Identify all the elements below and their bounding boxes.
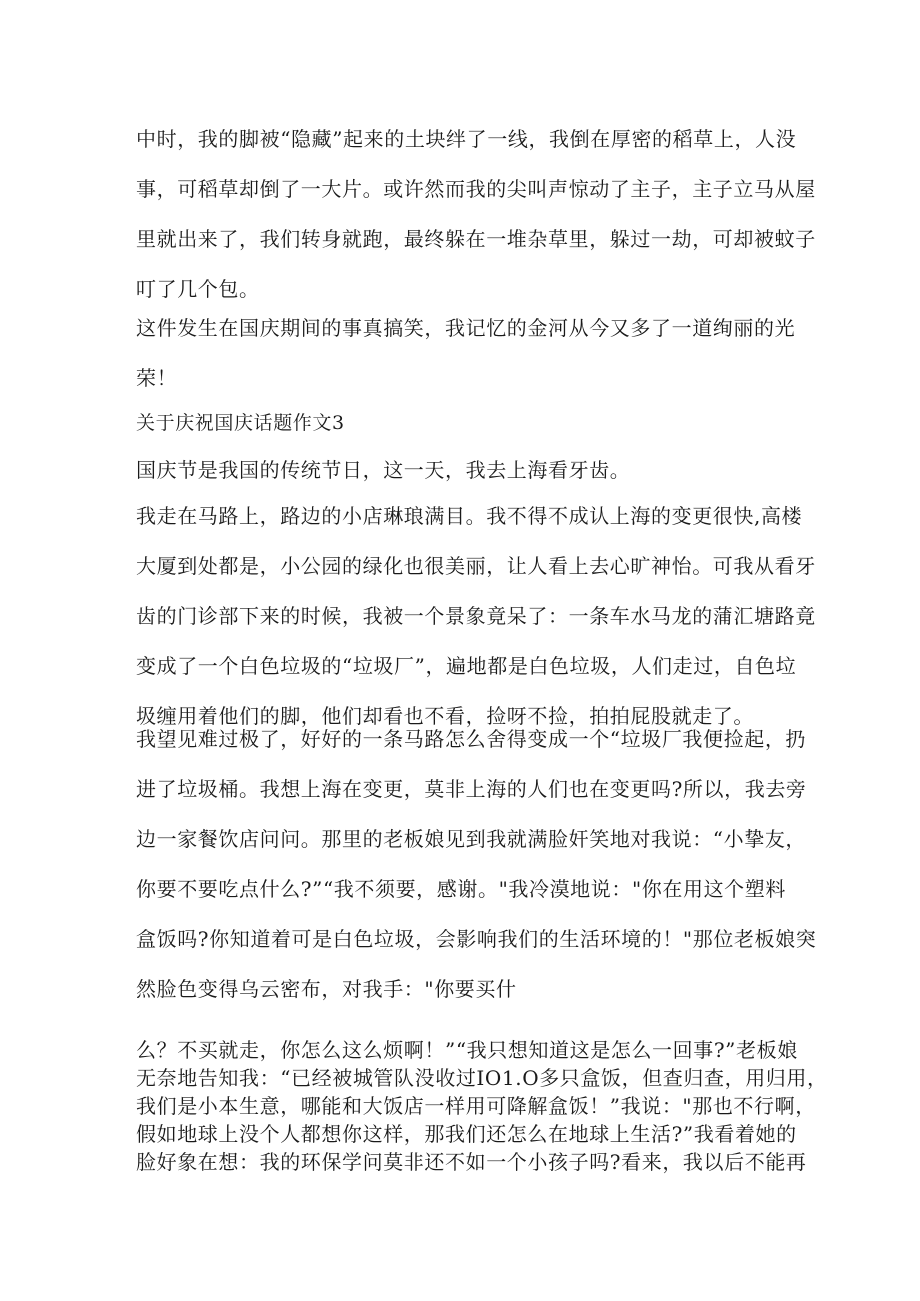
paragraph-restaurant-dialogue	[136, 714, 817, 1014]
text-line: 脸好象在想：我的环保学问莫非还不如一个小孩子吗?看来，我以后不能再	[136, 1150, 807, 1174]
essay-title: 关于庆祝国庆话题作文3	[136, 412, 345, 434]
text-line: 荣！	[136, 366, 178, 390]
text-line: 假如地球上没个人都想你这样，那我们还怎么在地球上生活?”我看着她的	[136, 1122, 797, 1146]
paragraph-memory-conclusion	[136, 303, 796, 403]
text-line: 我走在马路上，路边的小店琳琅满目。我不得不成认上海的变更很快,高楼	[136, 504, 803, 528]
essay-heading	[136, 403, 796, 443]
paragraph-continuation	[136, 1036, 828, 1176]
text-line: 变成了一个白色垃圾的“垃圾厂”，遍地都是白色垃圾，人们走过，自色垃	[136, 654, 797, 678]
text-line: 叮了几个包。	[136, 277, 260, 301]
text-line: 然脸色变得乌云密布，对我手："你要买什	[136, 977, 517, 1001]
text-line: 进了垃圾桶。我想上海在变更，莫非上海的人们也在变更吗?所以，我去旁	[136, 777, 807, 801]
text-line: 盒饭吗?你知道着可是白色垃圾，会影响我们的生活环境的！"那位老板娘突	[136, 927, 817, 951]
text-line: 齿的门诊部下来的时候，我被一个景象竟呆了：一条车水马龙的蒲汇塘路竟	[136, 604, 816, 628]
text-line: 边一家餐饮店问问。那里的老板娘见到我就满脸奸笑地对我说：“小挚友，	[136, 827, 807, 851]
text-line: 大厦到处都是，小公园的绿化也很美丽，让人看上去心旷神怡。可我从看牙	[136, 554, 816, 578]
text-line: 我们是小本生意，哪能和大饭店一样用可降解盒饭！”我说："那也不行啊，	[136, 1094, 816, 1118]
text-line: 我望见难过极了，好好的一条马路怎么舍得变成一个“垃圾厂我便捡起，扔	[136, 727, 807, 751]
text-line: 这件发生在国庆期间的事真搞笑，我记忆的金河从今又多了一道绚丽的光	[136, 316, 796, 340]
text-line: 么？不买就走，你怎么这么烦啊！”“我只想知道这是怎么一回事?”老板娘	[136, 1038, 798, 1062]
text-line: 事，可稻草却倒了一大片。或许然而我的尖叫声惊动了主子，主子立马从屋	[136, 177, 816, 201]
text-line: 中时，我的脚被“隐藏”起来的土块绊了一线，我倒在厚密的稻草上，人没	[136, 127, 797, 151]
text-line: 国庆节是我国的传统节日，这一天，我去上海看牙齿。	[136, 458, 631, 482]
text-line: 无奈地告知我：“已经被城管队没收过IO1.O多只盒饭，但查归查，用归用，	[136, 1066, 828, 1090]
text-line: 里就出来了，我们转身就跑，最终躲在一堆杂草里，躲过一劫，可却被蚊子	[136, 227, 816, 251]
text-line: 圾缠用着他们的脚，他们却看也不看，捡呀不捡，拍拍屁股就走了。	[136, 704, 754, 728]
paragraph-intro	[136, 445, 796, 495]
text-line: 你要不要吃点什么?”“我不须要，感谢。"我冷漠地说："你在用这个塑料	[136, 877, 786, 901]
paragraph-street-scene	[136, 491, 816, 741]
paragraph-rice-field-escape	[136, 114, 816, 314]
